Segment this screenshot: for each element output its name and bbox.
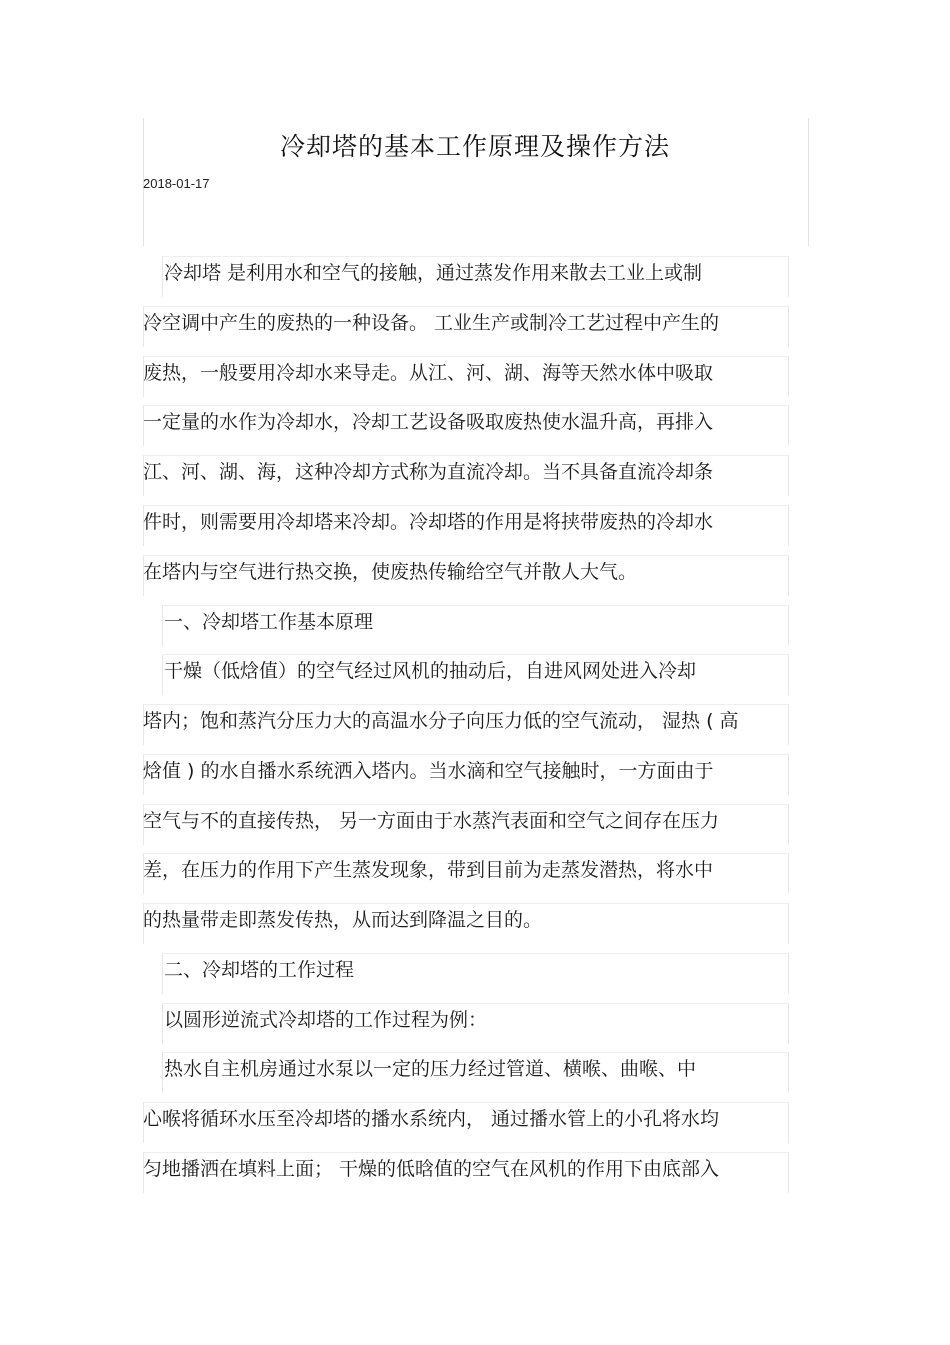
- body-line: 冷空调中产生的废热的一种设备。 工业生产或制冷工艺过程中产生的: [143, 312, 720, 334]
- body-line: 废热，一般要用冷却水来导走。从江、河、湖、海等天然水体中吸取: [143, 362, 714, 384]
- body-line: 江、河、湖、海，这种冷却方式称为直流冷却。当不具备直流冷却条: [143, 461, 714, 483]
- body-line: 匀地播洒在填料上面； 干燥的低晗值的空气在风机的作用下由底部入: [143, 1158, 720, 1180]
- body-line: 一、冷却塔工作基本原理: [164, 611, 374, 633]
- body-line: 以圆形逆流式冷却塔的工作过程为例：: [164, 1009, 488, 1031]
- document-date: 2018-01-17: [143, 176, 210, 191]
- body-line: 二、冷却塔的工作过程: [164, 959, 355, 981]
- body-line: 热水自主机房通过水泵以一定的压力经过管道、横喉、曲喉、中: [164, 1058, 697, 1080]
- body-line: 焓值 ) 的水自播水系统洒入塔内。当水滴和空气接触时，一方面由于: [143, 760, 714, 782]
- body-line: 一定量的水作为冷却水，冷却工艺设备吸取废热使水温升高，再排入: [143, 411, 714, 433]
- body-line: 干燥（低焓值）的空气经过风机的抽动后，自进风网处进入冷却: [164, 660, 697, 682]
- body-line: 塔内；饱和蒸汽分压力大的高温水分子向压力低的空气流动， 湿热 ( 高: [143, 710, 739, 732]
- body-line: 的热量带走即蒸发传热，从而达到降温之目的。: [143, 909, 543, 931]
- document-title: 冷却塔的基本工作原理及操作方法: [279, 132, 670, 161]
- body-line: 空气与不的直接传热， 另一方面由于水蒸汽表面和空气之间存在压力: [143, 810, 720, 832]
- body-line: 件时，则需要用冷却塔来冷却。冷却塔的作用是将挟带废热的冷却水: [143, 511, 714, 533]
- body-line: 冷却塔 是利用水和空气的接触，通过蒸发作用来散去工业上或制: [164, 262, 703, 284]
- body-line: 心喉将循环水压至冷却塔的播水系统内， 通过播水管上的小孔将水均: [143, 1108, 720, 1130]
- body-line: 差，在压力的作用下产生蒸发现象，带到目前为走蒸发潜热，将水中: [143, 859, 714, 881]
- body-line: 在塔内与空气进行热交换，使废热传输给空气并散人大气。: [143, 561, 638, 583]
